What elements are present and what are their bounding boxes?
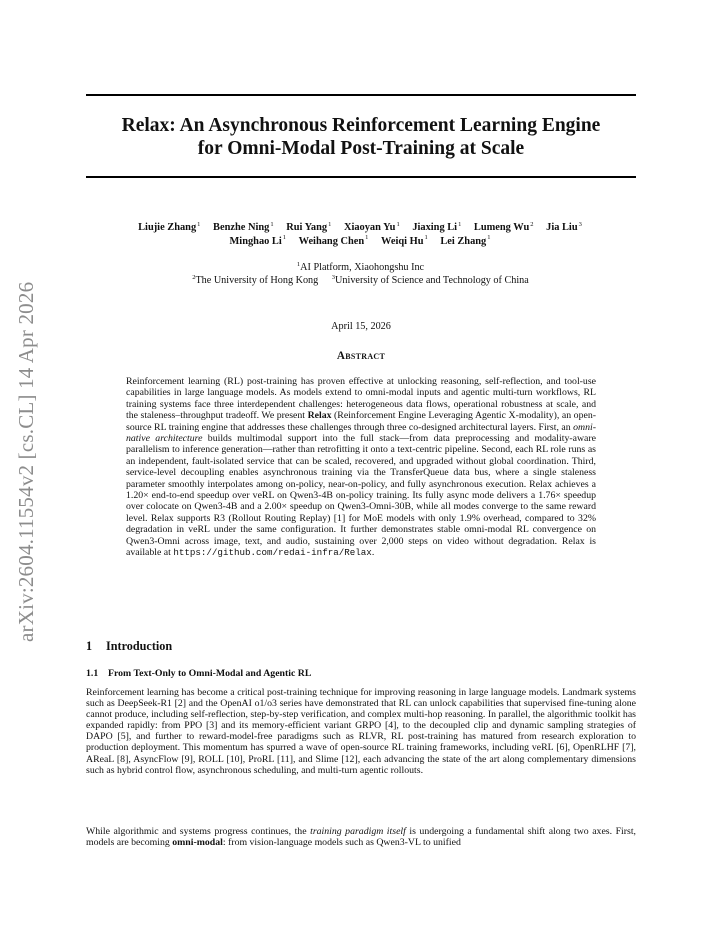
author: Jia Liu$^3$ xyxy=(546,220,582,233)
author: Rui Yang$^1$ xyxy=(286,220,332,233)
section-heading: 1 Introduction xyxy=(86,639,173,653)
author: Lumeng Wu$^2$ xyxy=(473,220,534,233)
author: Minghao Li$^1$ xyxy=(229,234,287,247)
author-line-2 xyxy=(60,235,660,249)
publication-date: April 15, 2026 xyxy=(331,321,391,332)
abstract-heading: Abstract xyxy=(336,350,386,362)
title-line-1: Relax: An Asynchronous Reinforcement Learning Engine xyxy=(121,115,601,136)
title-line-2: for Omni-Modal Post-Training at Scale xyxy=(197,138,525,159)
author: Xiaoyan Yu$^1$ xyxy=(343,220,400,233)
paper-title xyxy=(86,114,636,160)
subsection-heading: 1.1 From Text-Only to Omni-Modal and Agentic RL xyxy=(86,668,312,679)
intro-paragraph-1: Reinforcement learning has become a critical post-training technique for improving reasoning in large language models. Landmark systems such as DeepSeek-R1 [2] and the OpenAI o1/o3 series have demonstrated that RL can unlock capabilities that supervised fine-tuning alone cannot produce, including self-reflection, step-by-step verification, and complex multi-hop reasoning. In parallel, the algorithmic toolkit has expanded rapidly: from PPO [3] and its memory-efficient variant GRPO [4], to the decoupled clip and dynamic sampling strategies of DAPO [5], and further to reward-model-free paradigms such as RLVR, RL post-training has matured from research exploration to production deployment. This momentum has spurred a wave of open-source RL training frameworks, including veRL [6], OpenRLHF [7], AReaL [8], AsyncFlow [9], ROLL [10], ProRL [11], and Slime [12], each advancing the state of the art along complementary dimensions such as hybrid control flow, asynchronous scheduling, and multi-turn agentic rollouts. xyxy=(86,687,636,776)
repo-link[interactable]: https://github.com/redai-infra/Relax xyxy=(173,547,372,559)
intro-paragraph-2: While algorithmic and systems progress continues, the training paradigm itself is undergoing a fundamental shift along two axes. First, models are becoming omni-modal: from vision-language models such as Qwen3-VL to unified xyxy=(86,826,636,849)
affiliation-line-1 xyxy=(60,261,660,274)
affiliation: $^1$AI Platform, Xiaohongshu Inc xyxy=(296,260,425,273)
affiliation: $^3$University of Science and Technology of China xyxy=(331,273,529,286)
affiliations xyxy=(60,261,660,287)
author-line-1 xyxy=(60,221,660,235)
author: Liujie Zhang$^1$ xyxy=(138,220,201,233)
abstract-text: Reinforcement learning (RL) post-training has proven effective at unlocking reasoning, self-reflection, and tool-use capabilities in large language models. As models extend to omni-modal inputs and agentic multi-turn workflows, RL training systems face three interdependent challenges: heterogeneous data flows, operational robustness at scale, and the staleness–throughput tradeoff. We present Relax (Reinforcement Engine Leveraging Agentic X-modality), an open-source RL training engine that addresses these challenges through three co-designed architectural layers. First, an omni-native architecture builds multimodal support into the full stack—from data preprocessing and modality-aware parallelism to inference generation—rather than retrofitting it onto a text-centric pipeline. Second, each RL role runs as an independent, fault-isolated service that can be scaled, recovered, and upgraded without global coordination. Third, service-level decoupling enables asynchronous training via the TransferQueue data bus, where a single staleness parameter smoothly interpolates among on-policy, near-on-policy, and fully asynchronous execution. Relax achieves a 1.20× end-to-end speedup over veRL on Qwen3-4B on-policy training. Its fully async mode delivers a 1.76× speedup over colocate on Qwen3-4B and a 2.00× speedup on Qwen3-Omni-30B, while all modes converge to the same reward level. Relax supports R3 (Rollout Routing Replay) [1] for MoE models with only 1.9% overhead, compared to 32% degradation in veRL under the same configuration. It further demonstrates stable omni-modal RL convergence on Qwen3-Omni across image, text, and audio, sustaining over 2,000 steps on video without degradation. Relax is available at https://github.com/redai-infra/Relax. xyxy=(126,376,596,559)
author: Jiaxing Li$^1$ xyxy=(412,220,462,233)
title-bottom-rule xyxy=(86,176,636,178)
author-list xyxy=(60,221,660,248)
arxiv-stamp: arXiv:2604.11554v2 [cs.CL] 14 Apr 2026 xyxy=(14,281,38,642)
author: Lei Zhang$^1$ xyxy=(440,234,491,247)
author: Weiqi Hu$^1$ xyxy=(381,234,428,247)
affiliation: $^2$The University of Hong Kong xyxy=(192,273,319,286)
affiliation-line-2 xyxy=(60,274,660,287)
author: Benzhe Ning$^1$ xyxy=(213,220,274,233)
author: Weihang Chen$^1$ xyxy=(298,234,369,247)
title-top-rule xyxy=(86,94,636,96)
system-name: Relax xyxy=(307,410,332,422)
